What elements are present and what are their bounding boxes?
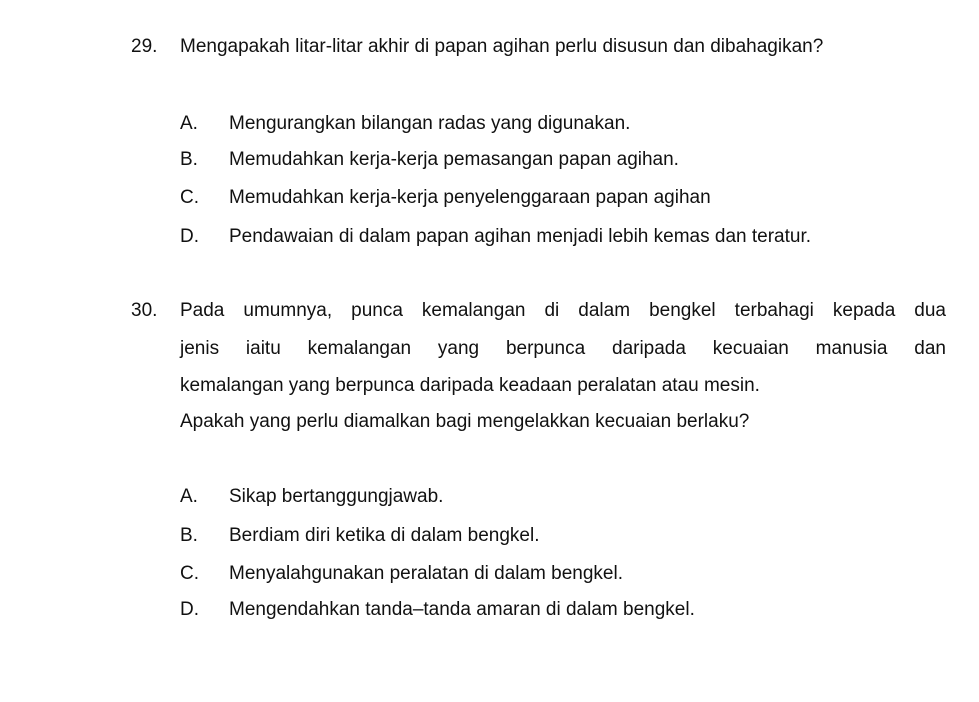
option-text: Memudahkan kerja-kerja pemasangan papan agihan.	[229, 149, 679, 170]
question-number: 30.	[131, 300, 158, 321]
option-letter: B.	[180, 525, 198, 546]
question-number: 29.	[131, 36, 158, 57]
question-text: Apakah yang perlu diamalkan bagi mengelakkan kecuaian berlaku?	[180, 411, 750, 432]
option-letter: C.	[180, 187, 199, 208]
option-text: Berdiam diri ketika di dalam bengkel.	[229, 525, 540, 546]
option-letter: D.	[180, 599, 199, 620]
option-letter: D.	[180, 226, 199, 247]
option-letter: B.	[180, 149, 198, 170]
option-text: Menyalahgunakan peralatan di dalam bengkel.	[229, 563, 623, 584]
stem-line: jenis iaitu kemalangan yang berpunca daripada kecuaian manusia dan	[180, 338, 946, 359]
option-text: Mengurangkan bilangan radas yang digunakan.	[229, 113, 631, 134]
option-letter: A.	[180, 113, 198, 134]
option-text: Memudahkan kerja-kerja penyelenggaraan papan agihan	[229, 187, 711, 208]
stem-line: Pada umumnya, punca kemalangan di dalam bengkel terbahagi kepada dua	[180, 300, 946, 321]
option-text: Mengendahkan tanda–tanda amaran di dalam bengkel.	[229, 599, 695, 620]
option-letter: A.	[180, 486, 198, 507]
option-letter: C.	[180, 563, 199, 584]
stem-line: kemalangan yang berpunca daripada keadaan peralatan atau mesin.	[180, 375, 760, 396]
option-text: Sikap bertanggungjawab.	[229, 486, 444, 507]
question-text: Mengapakah litar-litar akhir di papan agihan perlu disusun dan dibahagikan?	[180, 36, 824, 57]
option-text: Pendawaian di dalam papan agihan menjadi lebih kemas dan teratur.	[229, 226, 812, 247]
